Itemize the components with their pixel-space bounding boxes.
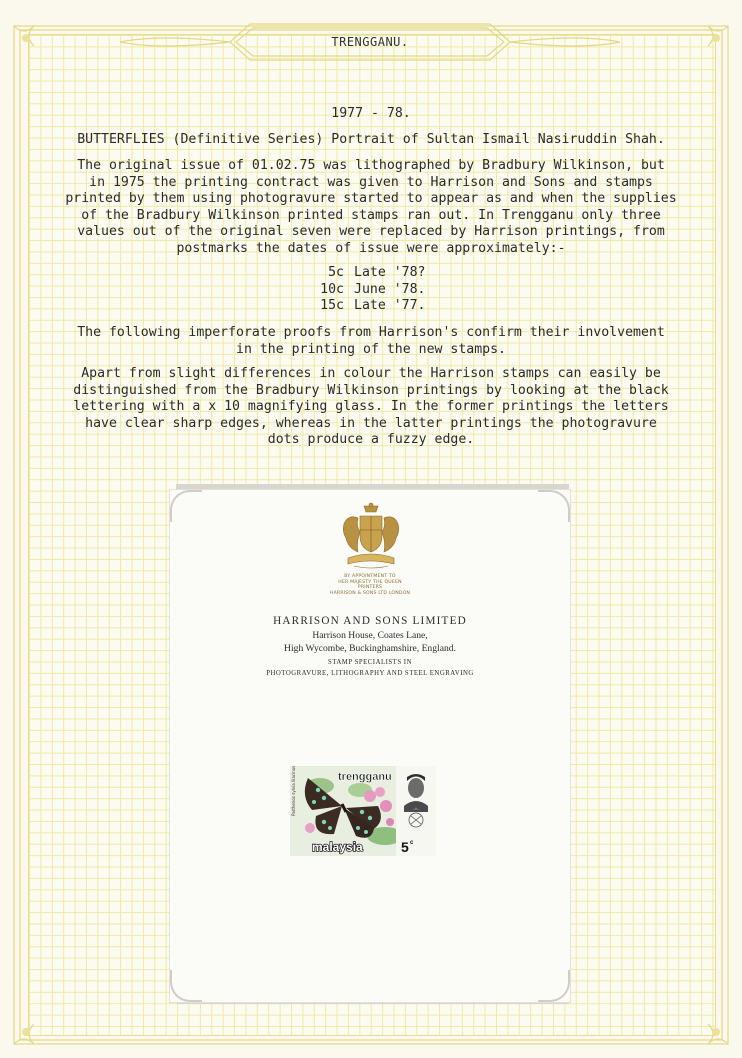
stamp-value: 10c [320, 281, 344, 297]
warrant-line: HARRISON & SONS LTD LONDON [329, 590, 411, 596]
photo-corner [170, 970, 202, 1002]
text-line: Apart from slight differences in colour the Harrison stamps can easily be [81, 366, 661, 381]
text-line: printed by them using photogravure started to appear as and when the supplies [65, 191, 677, 206]
warrant-line: PRINTERS [357, 585, 383, 591]
photo-corner [538, 970, 570, 1002]
issue-date-row [300, 282, 460, 299]
text-line: have clear sharp edges, whereas in the latter printings the photogravure [85, 415, 657, 431]
proofs-paragraph [40, 325, 702, 358]
page-header: TRENGGANU. [331, 35, 409, 49]
stamp-value: 5c [328, 265, 344, 280]
issue-date: Late '77. [354, 298, 426, 313]
text-line: distinguished from the Bradbury Wilkinson printings by looking at the black [73, 382, 669, 398]
issue-date: Late '78? [354, 265, 426, 280]
warrant-line: BY APPOINTMENT TO [344, 574, 396, 579]
species-label: Parthenos sylvia lilacinus [291, 766, 296, 816]
text-line: in 1975 the printing contract was given to Harrison and Sons and stamps [89, 174, 653, 190]
text-line: The following imperforate proofs from Harrison's confirm their involvement [77, 325, 665, 340]
issue-date-row [300, 298, 460, 315]
royal-coat-of-arms-icon [334, 502, 408, 574]
text-line: of the Bradbury Wilkinson printed stamps ran out. In Trengganu only three [81, 207, 661, 223]
issue-date-row [300, 265, 460, 282]
text-line: lettering with a x 10 magnifying glass. In the former printings the letters [73, 399, 669, 414]
text-line: in the printing of the new stamps. [236, 341, 506, 357]
text-line: values out of the original seven were replaced by Harrison printings, from [77, 224, 665, 239]
text-line: The original issue of 01.02.75 was lithographed by Bradbury Wilkinson, but [77, 158, 665, 173]
photo-corner [170, 490, 202, 522]
company-name: HARRISON AND SONS LIMITED [273, 615, 467, 627]
stamp-value: 15c [320, 298, 344, 313]
stamp-denomination-unit: c [410, 840, 414, 846]
series-subtitle: BUTTERFLIES (Definitive Series) Portrait of Sultan Ismail Nasiruddin Shah. [77, 132, 665, 147]
company-address-line: Harrison House, Coates Lane, [312, 630, 428, 641]
issue-date: June '78. [354, 281, 426, 297]
state-name: trengganu [338, 771, 392, 783]
stamp-denomination: 5 [401, 839, 409, 855]
butterfly-stamp-proof [290, 766, 436, 856]
royal-warrant [270, 574, 470, 596]
specialists-line: PHOTOGRAVURE, LITHOGRAPHY AND STEEL ENGRAVING [266, 670, 474, 677]
differences-paragraph [40, 366, 702, 449]
proof-presentation-card [170, 490, 570, 1002]
specialists-line: STAMP SPECIALISTS IN [328, 659, 412, 666]
text-line: postmarks the dates of issue were approximately:- [176, 240, 566, 256]
warrant-line: HER MAJESTY THE QUEEN [338, 579, 402, 585]
intro-paragraph [40, 158, 702, 257]
company-address-line: High Wycombe, Buckinghamshire, England. [284, 643, 456, 654]
years-heading: 1977 - 78. [331, 106, 411, 121]
text-line: dots produce a fuzzy edge. [267, 432, 475, 447]
issue-dates-list [300, 265, 460, 315]
photo-corner [538, 490, 570, 522]
country-name: malaysia [312, 840, 363, 854]
